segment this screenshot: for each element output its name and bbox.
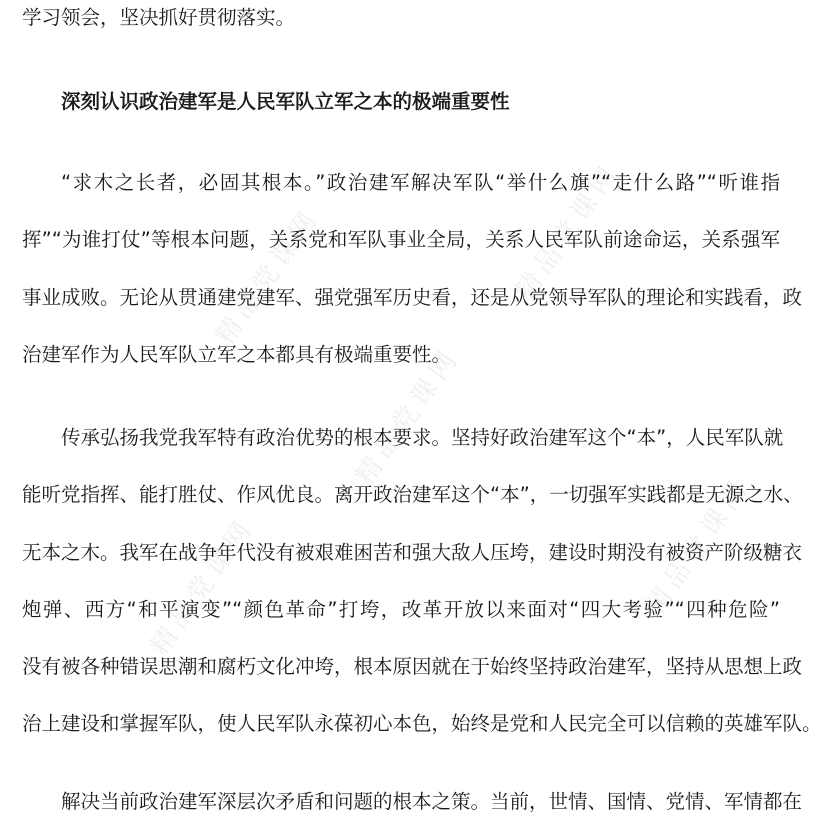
paragraph-line: 炮弹、西方“和平演变”“颜色革命”打垮，改革开放以来面对“四大考验”“四种危险” <box>22 598 780 621</box>
paragraph-line: 能听党指挥、能打胜仗、作风优良。离开政治建军这个“本”，一切强军实践都是无源之水、 <box>22 483 803 506</box>
paragraph-line: 传承弘扬我党我军特有政治优势的根本要求。坚持好政治建军这个“本”，人民军队就 <box>61 426 784 449</box>
paragraph-line: 解决当前政治建军深层次矛盾和问题的根本之策。当前，世情、国情、党情、军情都在 <box>61 790 803 813</box>
watermark: 精品党课网 <box>144 512 262 661</box>
watermark: 精品党课网 <box>639 472 757 621</box>
paragraph-line: “求木之长者，必固其根本。”政治建军解决军队“举什么旗”“走什么路”“听谁指 <box>61 171 780 194</box>
paragraph-line: 治上建设和掌握军队，使人民军队永葆初心本色，始终是党和人民完全可以信赖的英雄军队。 <box>22 712 822 735</box>
paragraph-line: 学习领会，坚决抓好贯彻落实。 <box>22 6 296 29</box>
watermark: 精品党课网 <box>349 342 467 491</box>
paragraph-line: 事业成败。无论从贯通建党建军、强党强军历史看，还是从党领导军队的理论和实践看，政 <box>22 286 803 309</box>
section-heading: 深刻认识政治建军是人民军队立军之本的极端重要性 <box>61 90 510 113</box>
watermark: 精品党课网 <box>509 157 627 306</box>
paragraph-line: 挥”“为谁打仗”等根本问题，关系党和军队事业全局，关系人民军队前途命运，关系强军 <box>22 228 780 251</box>
paragraph-line: 治建军作为人民军队立军之本都具有极端重要性。 <box>22 343 452 366</box>
paragraph-line: 无本之木。我军在战争年代没有被艰难困苦和强大敌人压垮，建设时期没有被资产阶级糖衣 <box>22 541 803 564</box>
paragraph-line: 没有被各种错误思潮和腐朽文化冲垮，根本原因就在于始终坚持政治建军，坚持从思想上政 <box>22 655 803 678</box>
watermark: 精品党课网 <box>209 202 327 351</box>
